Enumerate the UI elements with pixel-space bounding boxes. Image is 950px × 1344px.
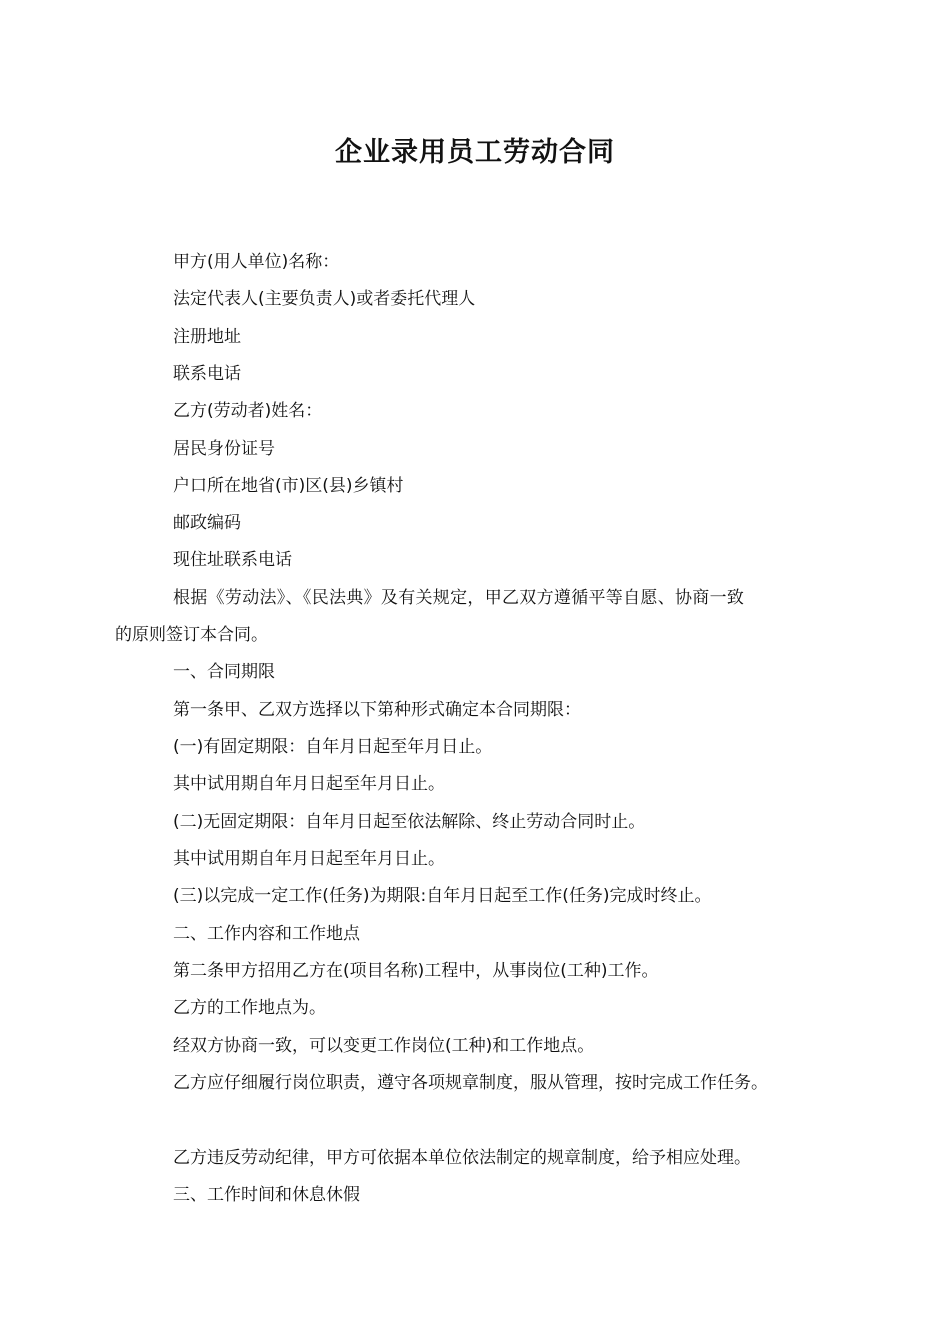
party-b-postcode-line: 邮政编码 <box>173 513 241 533</box>
change-position-line: 经双方协商一致，可以变更工作岗位(工种)和工作地点。 <box>173 1036 595 1056</box>
preamble-line-2: 的原则签订本合同。 <box>115 625 268 645</box>
section-2-heading: 二、工作内容和工作地点 <box>173 924 360 944</box>
section-3-heading: 三、工作时间和休息休假 <box>173 1185 360 1205</box>
open-term-line: (二)无固定期限：自年月日起至依法解除、终止劳动合同时止。 <box>173 812 646 832</box>
party-a-representative-line: 法定代表人(主要负责人)或者委托代理人 <box>173 289 476 309</box>
party-a-name-line: 甲方(用人单位)名称： <box>173 252 340 272</box>
document-title: 企业录用员工劳动合同 <box>335 137 615 168</box>
party-b-current-address-line: 现住址联系电话 <box>173 550 292 570</box>
discipline-line: 乙方违反劳动纪律，甲方可依据本单位依法制定的规章制度，给予相应处理。 <box>173 1148 751 1168</box>
party-a-phone-line: 联系电话 <box>173 364 241 384</box>
article-1-line: 第一条甲、乙双方选择以下第种形式确定本合同期限： <box>173 700 581 720</box>
section-1-heading: 一、合同期限 <box>173 662 275 682</box>
party-b-id-line: 居民身份证号 <box>173 439 275 459</box>
duties-line: 乙方应仔细履行岗位职责，遵守各项规章制度，服从管理，按时完成工作任务。 <box>173 1073 768 1093</box>
preamble-line-1: 根据《劳动法》、《民法典》及有关规定，甲乙双方遵循平等自愿、协商一致 <box>173 588 745 608</box>
party-b-household-line: 户口所在地省(市)区(县)乡镇村 <box>173 476 404 496</box>
fixed-term-probation-line: 其中试用期自年月日起至年月日止。 <box>173 774 445 794</box>
work-location-line: 乙方的工作地点为。 <box>173 998 326 1018</box>
task-term-line: (三)以完成一定工作(任务)为期限:自年月日起至工作(任务)完成时终止。 <box>173 886 712 906</box>
open-term-probation-line: 其中试用期自年月日起至年月日止。 <box>173 849 445 869</box>
party-a-address-line: 注册地址 <box>173 327 241 347</box>
fixed-term-line: (一)有固定期限：自年月日起至年月日止。 <box>173 737 493 757</box>
article-2-line: 第二条甲方招用乙方在(项目名称)工程中，从事岗位(工种)工作。 <box>173 961 659 981</box>
party-b-name-line: 乙方(劳动者)姓名： <box>173 401 323 421</box>
